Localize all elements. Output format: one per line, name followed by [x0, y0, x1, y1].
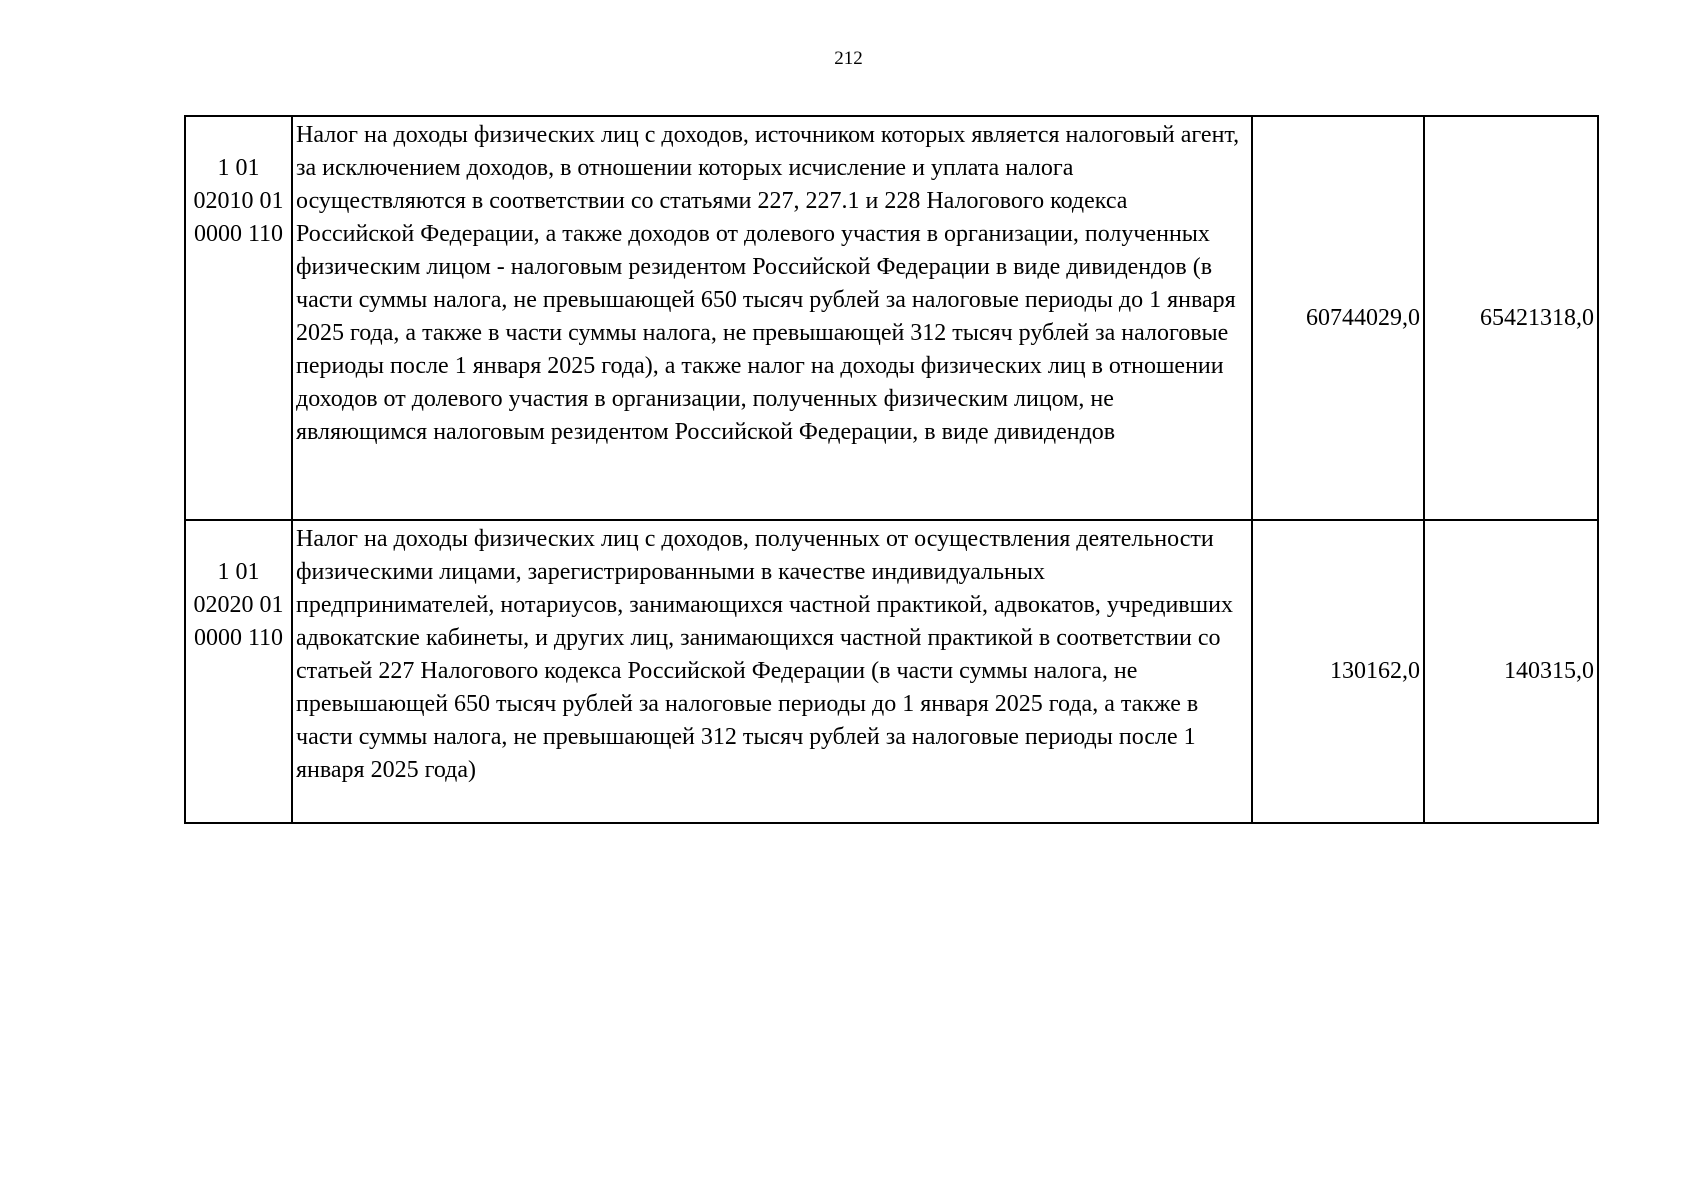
table-row — [185, 520, 1598, 823]
amount-year-1-cell: 60744029,0 — [1252, 116, 1424, 520]
classification-code-cell — [185, 520, 292, 823]
amount-year-2-cell: 140315,0 — [1424, 520, 1598, 823]
description-cell: Налог на доходы физических лиц с доходов, источником которых является налоговый агент, за исключением доходов, в отношении которых исчисление и уплата налога осуществляются в соответствии со статьями 227, 227.1 и 228 Налогового кодекса Российской Федерации, а также доходов от долевого участия в организации, полученных физическим лицом - налоговым резидентом Российской Федерации в виде дивидендов (в части суммы налога, не превышающей 650 тысяч рублей за налоговые периоды до 1 января 2025 года, а также в части суммы налога, не превышающей 312 тысяч рублей за налоговые периоды после 1 января 2025 года), а также налог на доходы физических лиц в отношении доходов от долевого участия в организации, полученных физическим лицом, не являющимся налоговым резидентом Российской Федерации, в виде дивидендов — [292, 116, 1252, 520]
amount-year-2-cell: 65421318,0 — [1424, 116, 1598, 520]
revenue-table — [184, 115, 1599, 824]
table-row — [185, 116, 1598, 520]
page-number: 212 — [834, 48, 863, 69]
amount-year-1-cell: 130162,0 — [1252, 520, 1424, 823]
classification-code: 1 01 02020 01 0000 110 — [193, 559, 284, 651]
classification-code: 1 01 02010 01 0000 110 — [193, 155, 284, 247]
description-cell: Налог на доходы физических лиц с доходов, полученных от осуществления деятельности физическими лицами, зарегистрированными в качестве индивидуальных предпринимателей, нотариусов, занимающихся частной практикой, адвокатов, учредивших адвокатские кабинеты, и других лиц, занимающихся частной практикой в соответствии со статьей 227 Налогового кодекса Российской Федерации (в части суммы налога, не превышающей 650 тысяч рублей за налоговые периоды до 1 января 2025 года, а также в части суммы налога, не превышающей 312 тысяч рублей за налоговые периоды после 1 января 2025 года) — [292, 520, 1252, 823]
classification-code-cell — [185, 116, 292, 520]
